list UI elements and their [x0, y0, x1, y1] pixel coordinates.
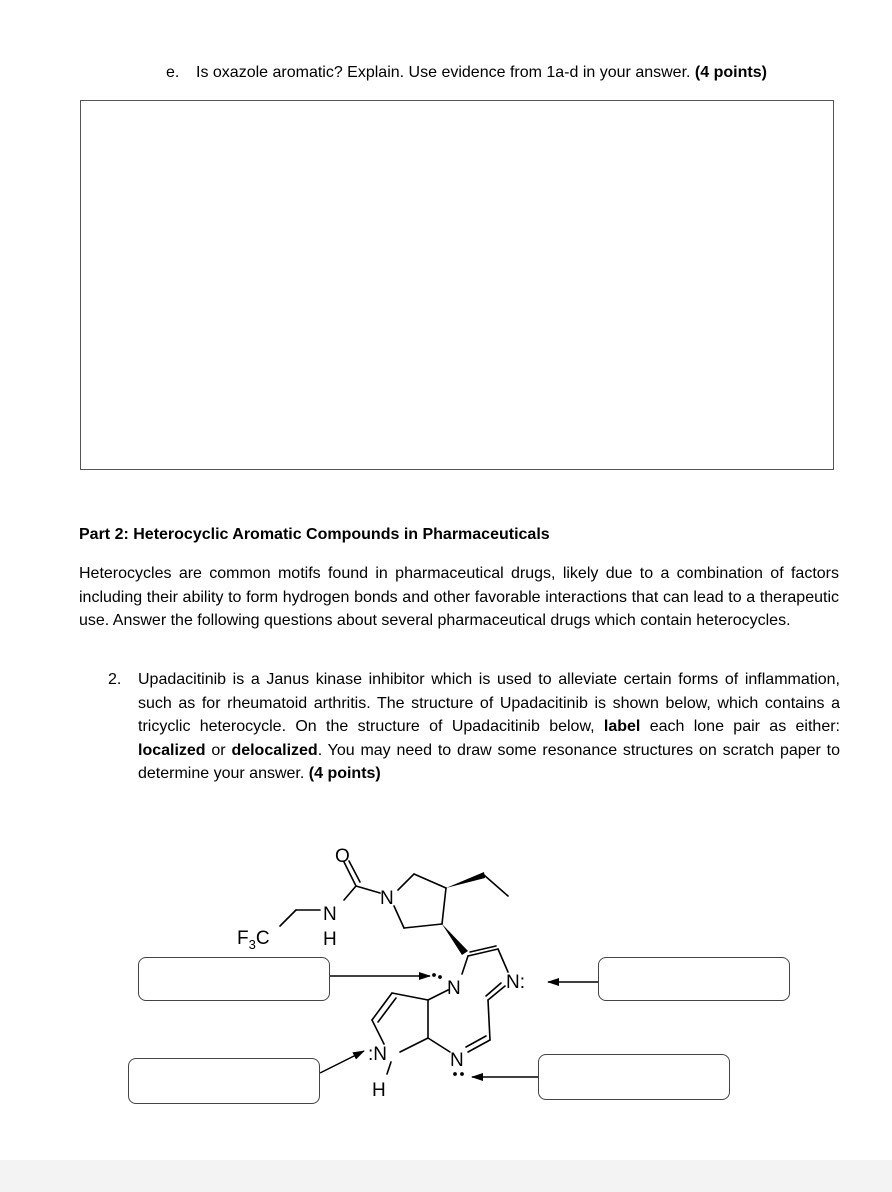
arrow-to-pyrrole-n [320, 1051, 364, 1073]
bond-pz-3 [428, 1038, 450, 1052]
lone-pair-dot [438, 975, 442, 979]
bond-pz-2b [466, 1036, 486, 1047]
label-box-pyrazine-n[interactable] [538, 1054, 730, 1100]
atom-pyrrole-h: H [372, 1080, 386, 1101]
bond-pyr-1 [398, 874, 414, 890]
atom-cf3-c: C [255, 928, 270, 949]
bond-nh-pyrrole [387, 1062, 391, 1074]
question-e-points: (4 points) [694, 64, 767, 81]
question-2-localized: localized [138, 741, 206, 759]
atom-pyrrole-n: :N [368, 1044, 387, 1065]
part2-title: Part 2: Heterocyclic Aromatic Compounds in Pharmaceuticals [79, 526, 550, 543]
wedge-ethyl [446, 872, 485, 888]
atom-oxygen: O [335, 846, 350, 867]
wedge-imidazole [442, 924, 468, 955]
bond-carbonyl-2 [349, 861, 360, 882]
question-2-label-word: label [603, 718, 641, 735]
question-2-text-2: each lone pair as either: [649, 718, 840, 735]
bond-pz-5 [428, 990, 448, 1000]
question-2-number: 2. [108, 671, 122, 688]
atom-cf3 [237, 928, 270, 952]
question-e-text: Is oxazole aromatic? Explain. Use evidence from 1a-d in your answer. [196, 64, 691, 81]
question-2-delocalized: delocalized [231, 741, 318, 759]
bond-pl-1 [392, 993, 428, 1000]
page-footer-band [0, 1160, 892, 1192]
label-box-pyrrole-n[interactable] [128, 1058, 320, 1104]
atom-pyrazine-n: N [450, 1050, 464, 1071]
part2-intro: Heterocycles are common motifs found in pharmaceutical drugs, likely due to a combination of factors including their ability to form hydrogen bonds and other favorable interactions that can lead to a therapeutic use. Answer the following questions about several pharmaceutical drugs which contain heterocycles. [79, 565, 839, 629]
bond-im-1 [468, 949, 498, 956]
bond-pyr-3 [442, 888, 446, 924]
lone-pair-dot [453, 1072, 457, 1076]
atom-cf3-f: F [237, 928, 249, 949]
bond-im-3b [486, 983, 501, 996]
bond-ethyl [484, 875, 508, 896]
atom-amide-n: N [323, 904, 337, 925]
question-2-or: or [211, 741, 226, 759]
bond-cf3-ch2 [280, 910, 296, 926]
bond-pyr-2 [414, 874, 446, 888]
lone-pair-dot [460, 1072, 464, 1076]
label-box-imidazole-n[interactable] [598, 957, 790, 1001]
bond-pz-2 [468, 1040, 490, 1052]
lone-pair-dot [432, 973, 436, 977]
atom-cf3-sub: 3 [248, 937, 256, 952]
bond-carbonyl-n [356, 886, 380, 893]
question-e-label: e. [166, 64, 180, 81]
question-2-points: (4 points) [308, 765, 381, 782]
bond-im-2 [498, 949, 508, 972]
bond-pl-4 [400, 1038, 428, 1052]
question-2-text-1: Upadacitinib is a Janus kinase inhibitor which is used to alleviate certain forms of inflammation, such as for rheumatoid arthritis. The structure of Upadacitinib is shown below, which contains a tricyclic heterocycle. On the structure of Upadacitinib below, [138, 671, 840, 735]
bond-pl-3 [372, 1020, 384, 1044]
bond-pyr-4 [404, 924, 442, 928]
bond-pz-1 [488, 1000, 490, 1040]
bond-im-4 [462, 956, 468, 974]
bond-nh-carbonyl [344, 886, 356, 900]
bond-pyr-5 [394, 906, 404, 928]
atom-imidazole-n-bridge: N [447, 978, 461, 999]
atom-imidazole-n: N: [506, 972, 525, 993]
atom-amide-h: H [323, 929, 337, 950]
label-box-bridge-n[interactable] [138, 957, 330, 1001]
atom-pyrrolidine-n: N [380, 888, 394, 909]
bond-pl-2b [378, 998, 396, 1022]
question-2-text-3: . You may need to draw some resonance structures on scratch paper to determine your answer. [138, 741, 841, 782]
